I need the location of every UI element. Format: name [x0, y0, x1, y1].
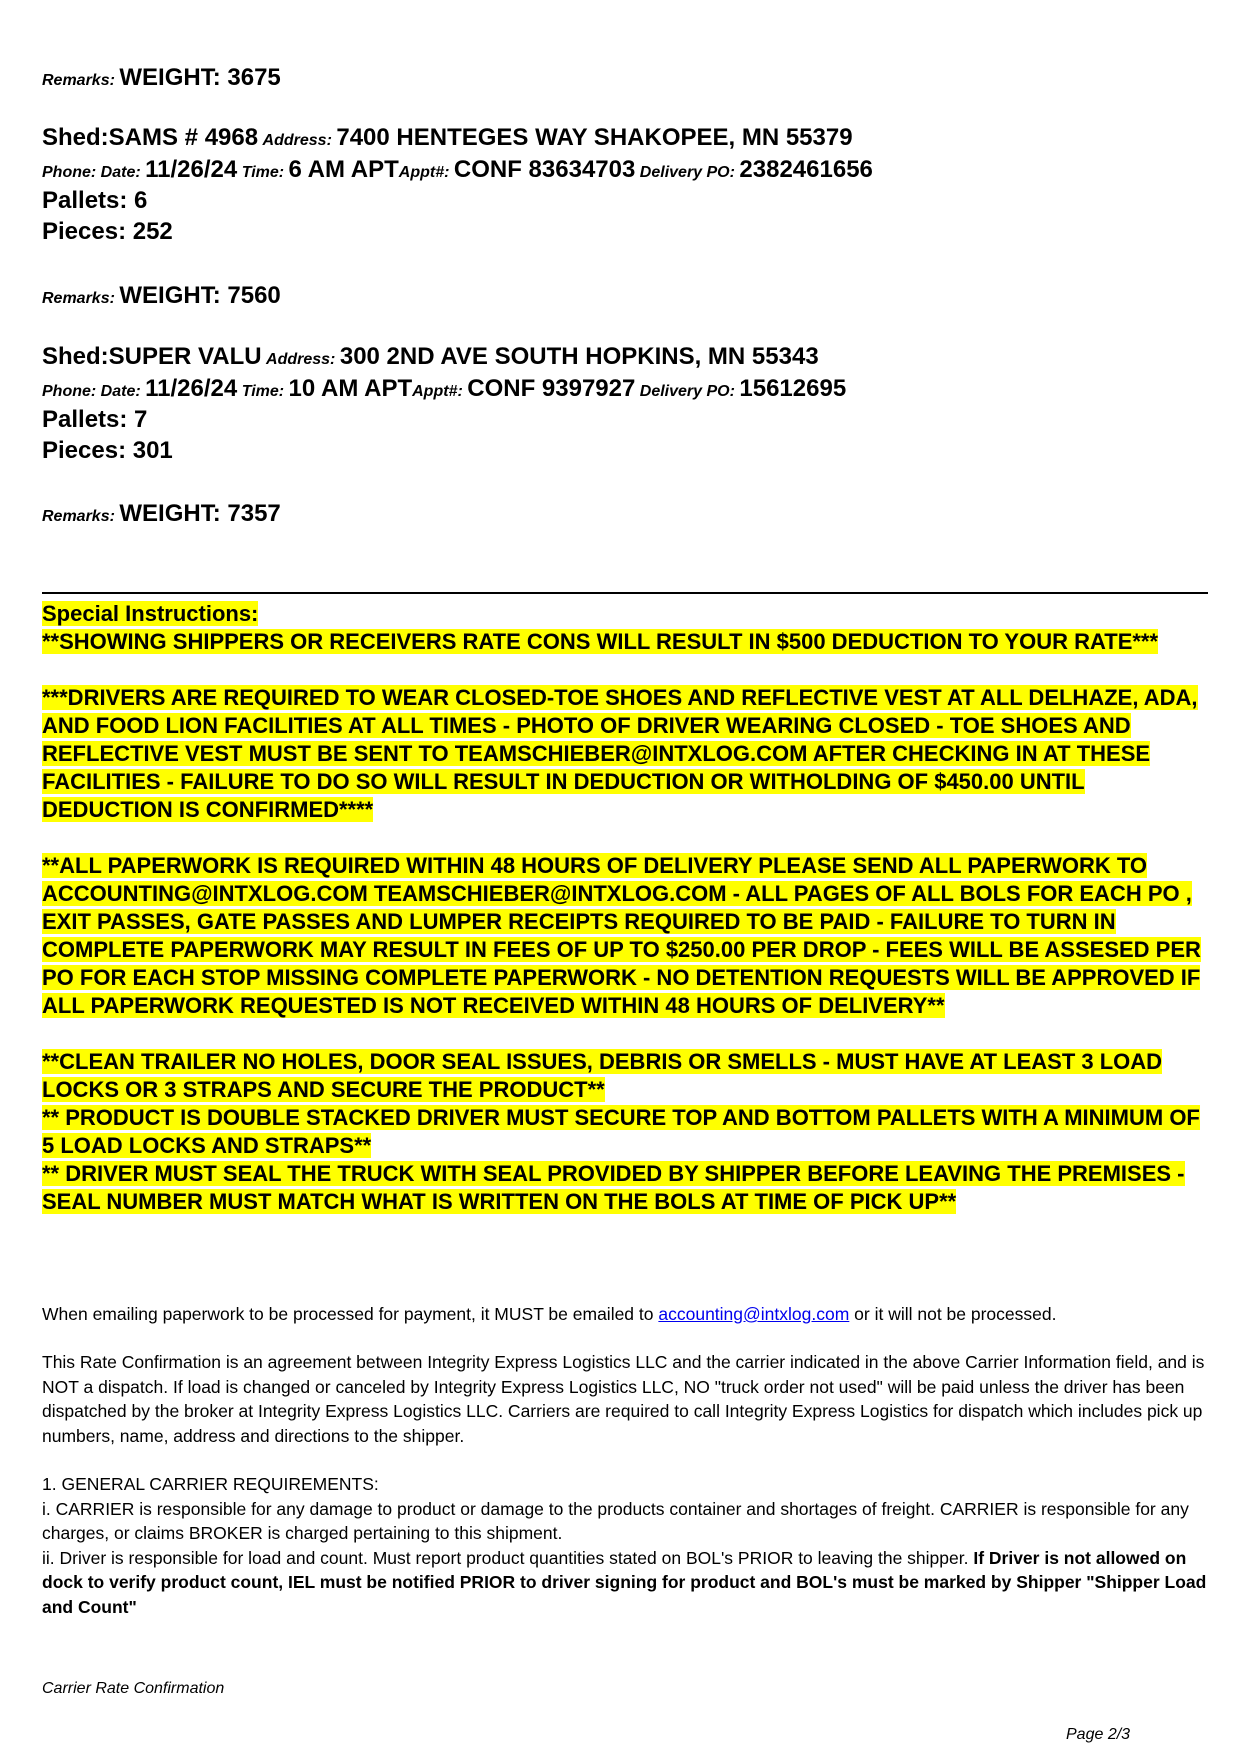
remarks-value: WEIGHT: 3675: [119, 64, 281, 91]
requirements-heading: 1. GENERAL CARRIER REQUIREMENTS:: [42, 1474, 379, 1494]
remarks-value: WEIGHT: 7357: [119, 500, 281, 527]
special-instructions: [42, 600, 1212, 1216]
special-instruction-item: ** DRIVER MUST SEAL THE TRUCK WITH SEAL PROVIDED BY SHIPPER BEFORE LEAVING THE PREMISES - SEAL NUMBER MUST MATCH WHAT IS WRITTEN ON THE BOLS AT TIME OF PICK UP**: [42, 1161, 1185, 1214]
emailing-text-before: When emailing paperwork to be processed for payment, it MUST be emailed to: [42, 1304, 659, 1324]
stop-time: 10 AM APT: [288, 375, 413, 402]
accounting-email-link[interactable]: accounting@intxlog.com: [658, 1304, 850, 1324]
stop-1-remarks-line: [42, 282, 281, 310]
section-divider: [42, 592, 1208, 594]
requirement-item-ii-text: ii. Driver is responsible for load and count. Must report product quantities stated on BOL's PRIOR to leaving the shipper.: [42, 1547, 974, 1568]
footer-title: Carrier Rate Confirmation: [42, 1680, 225, 1697]
general-requirements: [42, 1472, 1212, 1619]
stop-shed: Shed:SAMS # 4968: [42, 124, 259, 151]
special-instructions-title: Special Instructions:: [42, 601, 259, 626]
remarks-top-line: [42, 64, 281, 92]
appt-label: Appt#:: [412, 383, 463, 400]
date-label: Date:: [100, 383, 141, 400]
remarks-value: WEIGHT: 7560: [119, 282, 281, 309]
special-instruction-item: **SHOWING SHIPPERS OR RECEIVERS RATE CONS WILL RESULT IN $500 DEDUCTION TO YOUR RATE***: [42, 629, 1159, 654]
phone-label: Phone:: [42, 383, 97, 400]
stop-date: 11/26/24: [145, 156, 238, 183]
stop-appt: CONF 9397927: [467, 375, 636, 402]
stop-appt: CONF 83634703: [453, 156, 636, 183]
requirement-item-i: i. CARRIER is responsible for any damage to product or damage to the products container and shortages of freight. CARRIER is responsible for any charges, or claims BROKER is charged pertaining to this shipment.: [42, 1498, 1189, 1543]
stop-address: 300 2ND AVE SOUTH HOPKINS, MN 55343: [339, 343, 819, 370]
requirement-item-ii: [42, 1546, 1212, 1620]
time-label: Time:: [241, 164, 285, 181]
stop-date: 11/26/24: [145, 375, 238, 402]
appt-label: Appt#:: [398, 164, 450, 181]
stop-pallets: Pallets: 7: [42, 406, 148, 433]
phone-label: Phone:: [42, 164, 97, 181]
stop-delivery-po: 15612695: [739, 375, 847, 402]
stop-2-details-line: [42, 375, 846, 403]
stop-time: 6 AM APT: [288, 156, 399, 183]
stop-address: 7400 HENTEGES WAY SHAKOPEE, MN 55379: [336, 124, 853, 151]
stop-pieces: Pieces: 301: [42, 437, 173, 464]
stop-2-shed-line: [42, 343, 819, 371]
date-label: Date:: [100, 164, 141, 181]
stop-1-shed-line: [42, 124, 853, 152]
emailing-text-after: or it will not be processed.: [849, 1304, 1057, 1324]
stop-pieces: Pieces: 252: [42, 218, 173, 245]
delivery-po-label: Delivery PO:: [639, 383, 735, 400]
stop-2-remarks-line: [42, 500, 281, 528]
stop-1-details-line: [42, 156, 873, 184]
special-instruction-item: **ALL PAPERWORK IS REQUIRED WITHIN 48 HOURS OF DELIVERY PLEASE SEND ALL PAPERWORK TO ACCOUNTING@INTXLOG.COM TEAMSCHIEBER@INTXLOG.COM - ALL PAGES OF ALL BOLS FOR EACH PO , EXIT PASSES, GATE PASSES AND LUMPER RECEIPTS REQUIRED TO BE PAID - FAILURE TO TURN IN COMPLETE PAPERWORK MAY RESULT IN FEES OF UP TO $250.00 PER DROP - FEES WILL BE ASSESED PER PO FOR EACH STOP MISSING COMPLETE PAPERWORK - NO DETENTION REQUESTS WILL BE APPROVED IF ALL PAPERWORK REQUESTED IS NOT RECEIVED WITHIN 48 HOURS OF DELIVERY**: [42, 853, 1201, 1018]
requirement-item-ii-bold: If Driver is not allowed on dock to verify product count, IEL must be notified PRIOR to driver signing for product and BOL's must be marked by Shipper "Shipper Load and Count": [42, 1547, 1207, 1617]
stop-shed: Shed:SUPER VALU: [42, 343, 262, 370]
stop-pallets: Pallets: 6: [42, 187, 148, 214]
remarks-label: Remarks:: [42, 508, 115, 525]
special-instruction-item: ***DRIVERS ARE REQUIRED TO WEAR CLOSED-TOE SHOES AND REFLECTIVE VEST AT ALL DELHAZE, ADA, AND FOOD LION FACILITIES AT ALL TIMES - PHOTO OF DRIVER WEARING CLOSED - TOE SHOES AND REFLECTIVE VEST MUST BE SENT TO TEAMSCHIEBER@INTXLOG.COM AFTER CHECKING IN AT THESE FACILITIES - FAILURE TO DO SO WILL RESULT IN DEDUCTION OR WITHOLDING OF $450.00 UNTIL DEDUCTION IS CONFIRMED****: [42, 685, 1198, 822]
time-label: Time:: [241, 383, 285, 400]
stop-delivery-po: 2382461656: [739, 156, 873, 183]
remarks-label: Remarks:: [42, 72, 115, 89]
agreement-paragraph: This Rate Confirmation is an agreement between Integrity Express Logistics LLC and the carrier indicated in the above Carrier Information field, and is NOT a dispatch. If load is changed or canceled by Integrity Express Logistics LLC, NO "truck order not used" will be paid unless the driver has been dispatched by the broker at Integrity Express Logistics LLC. Carriers are required to call Integrity Express Logistics for dispatch which includes pick up numbers, name, address and directions to the shipper.: [42, 1352, 1205, 1446]
address-label: Address:: [266, 351, 336, 368]
page-number: Page 2/3: [1066, 1726, 1131, 1743]
delivery-po-label: Delivery PO:: [639, 164, 735, 181]
special-instruction-item: ** PRODUCT IS DOUBLE STACKED DRIVER MUST SECURE TOP AND BOTTOM PALLETS WITH A MINIMUM OF 5 LOAD LOCKS AND STRAPS**: [42, 1105, 1200, 1158]
emailing-note: [42, 1302, 1212, 1327]
address-label: Address:: [262, 132, 332, 149]
remarks-label: Remarks:: [42, 290, 115, 307]
special-instruction-item: **CLEAN TRAILER NO HOLES, DOOR SEAL ISSUES, DEBRIS OR SMELLS - MUST HAVE AT LEAST 3 LOAD LOCKS OR 3 STRAPS AND SECURE THE PRODUCT**: [42, 1049, 1163, 1102]
